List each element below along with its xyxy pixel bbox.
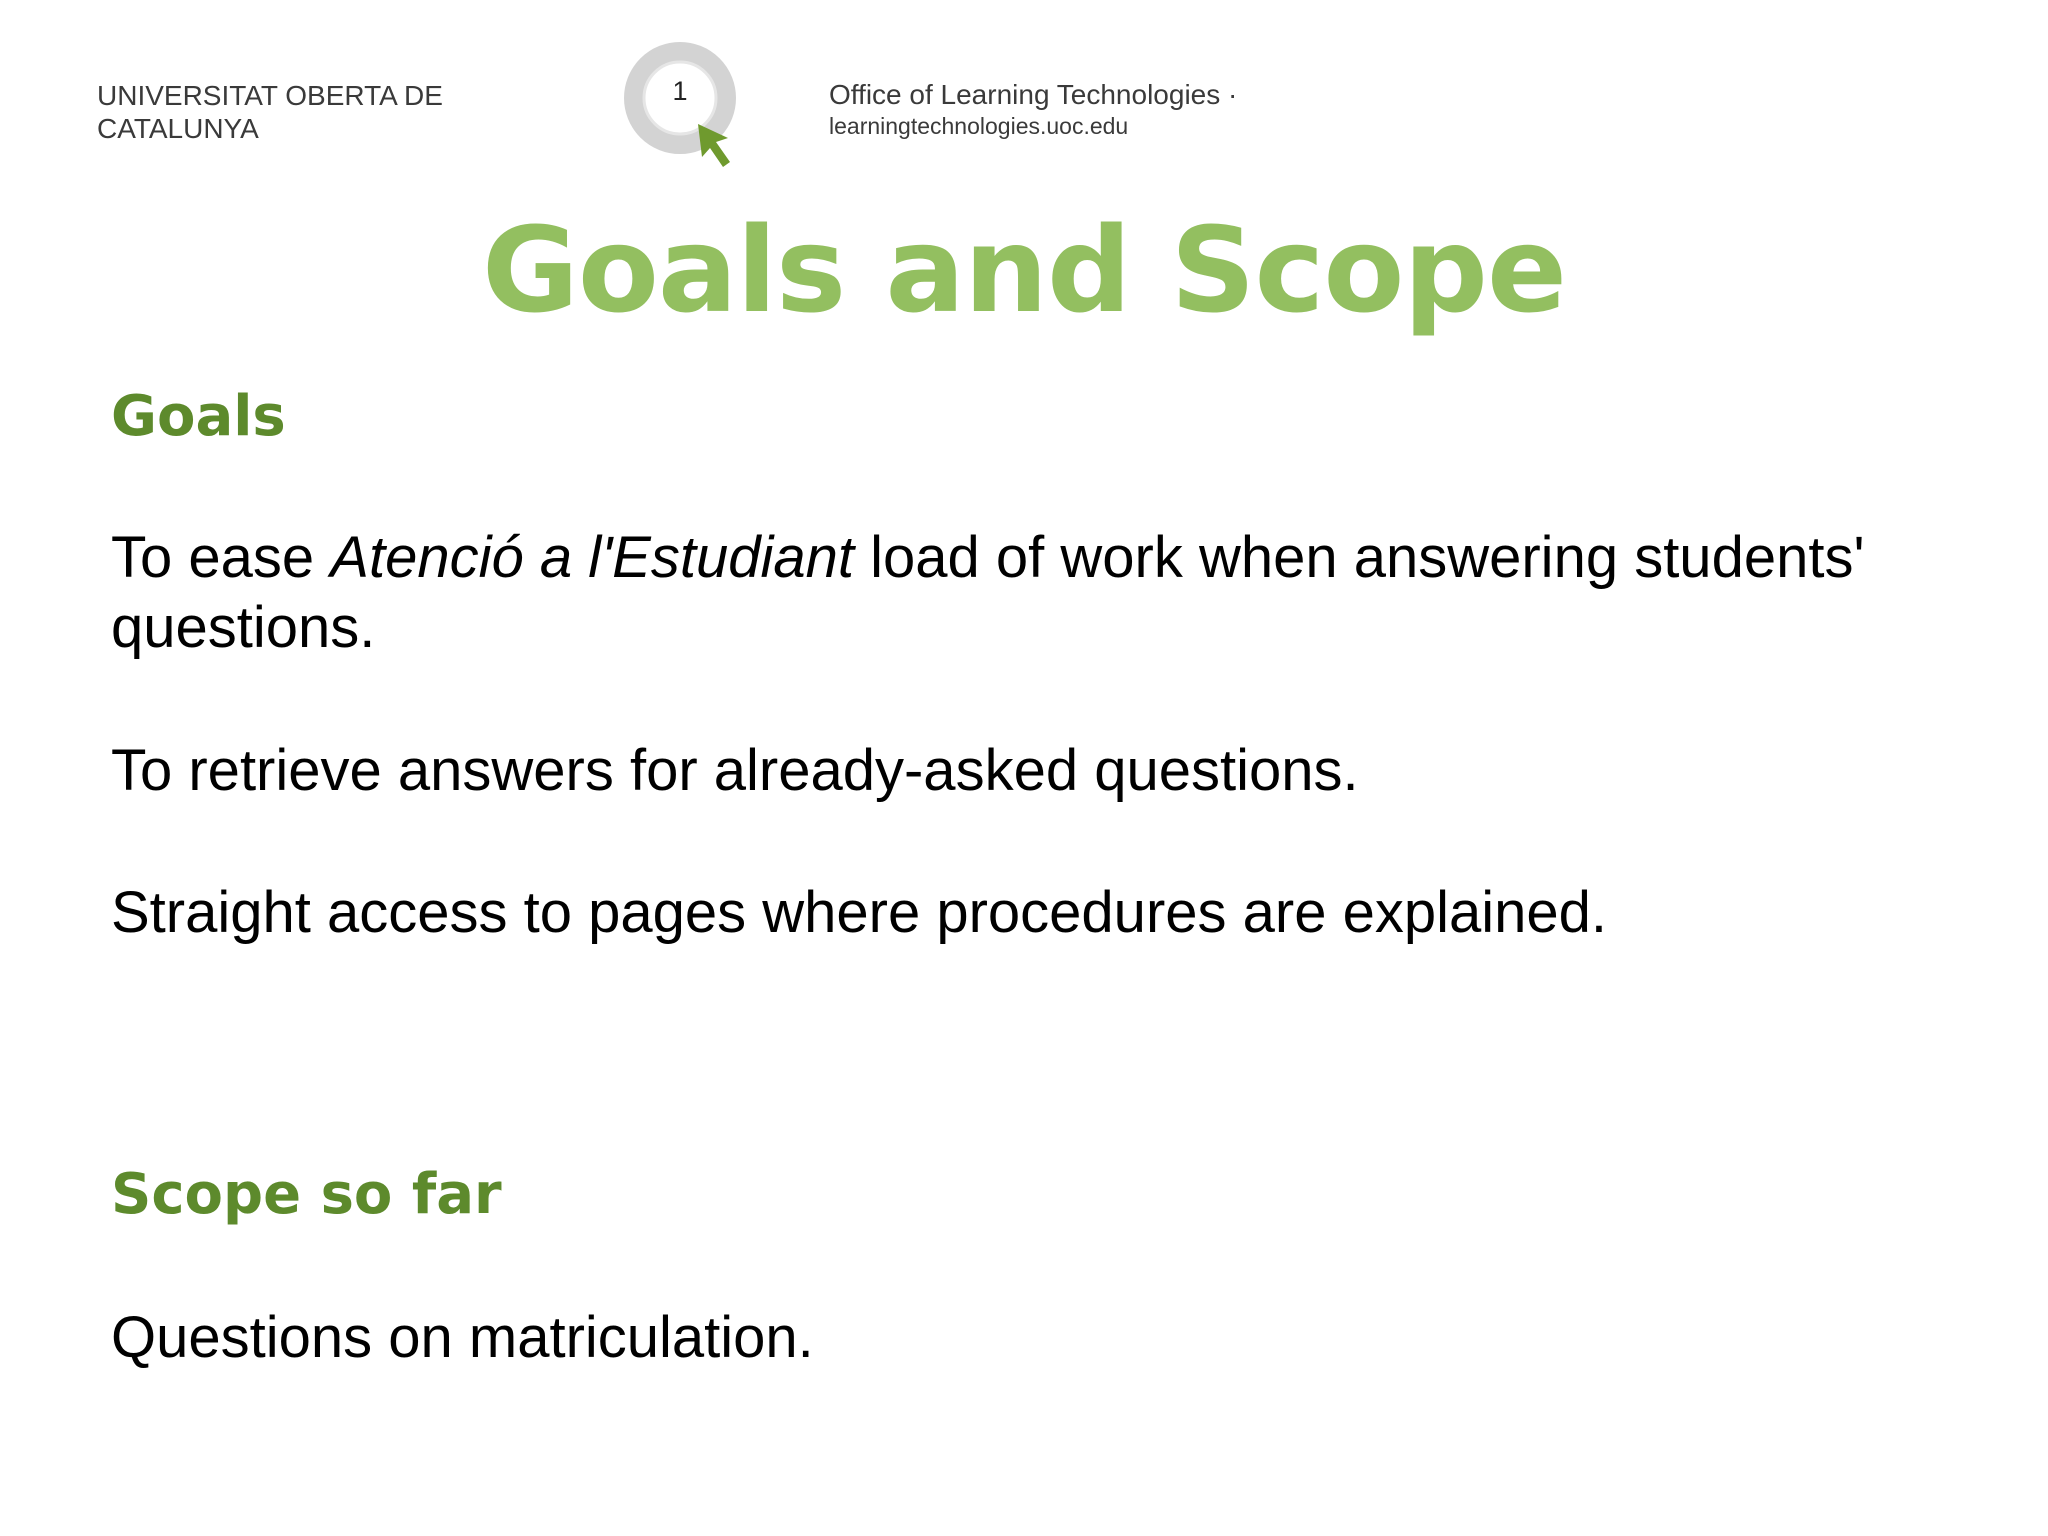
scope-item-matriculation: Questions on matriculation. [111, 1305, 814, 1370]
page-number-badge [622, 40, 746, 174]
goal-item-ease-workload [111, 523, 2011, 663]
page-number: 1 [672, 76, 688, 106]
goal1-suffix: load of work when answering students' questions. [111, 525, 1865, 660]
goal-item-retrieve-answers: To retrieve answers for already-asked questions. [111, 738, 1359, 803]
organization-name [97, 79, 443, 145]
goal1-prefix: To ease [111, 525, 331, 590]
goals-heading: Goals [111, 384, 286, 449]
slide-title: Goals and Scope [482, 201, 1566, 339]
office-info [829, 78, 1237, 140]
organization-name-line2: CATALUNYA [97, 113, 259, 144]
scope-heading: Scope so far [111, 1162, 502, 1227]
ring-badge-icon [622, 40, 746, 174]
office-name: Office of Learning Technologies · [829, 79, 1238, 110]
goal1-emphasis: Atenció a l'Estudiant [330, 525, 854, 590]
office-url: learningtechnologies.uoc.edu [829, 113, 1129, 139]
organization-name-line1: UNIVERSITAT OBERTA DE [97, 80, 443, 111]
goal-item-straight-access: Straight access to pages where procedures are explained. [111, 880, 1607, 945]
